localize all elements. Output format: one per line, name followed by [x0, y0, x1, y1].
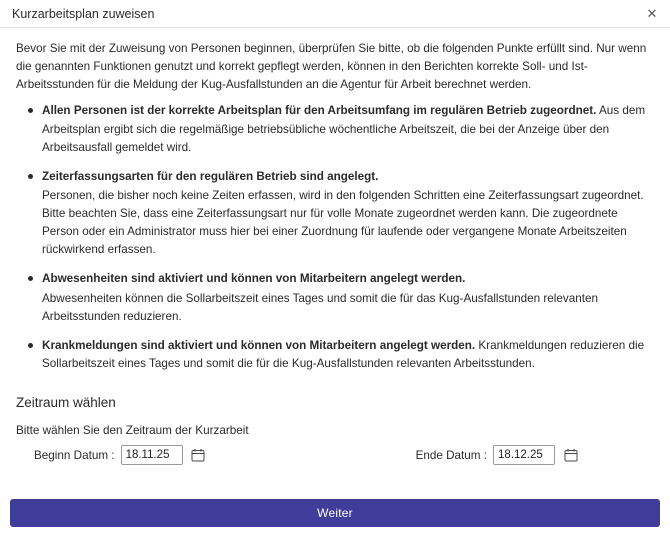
- list-item: [42, 102, 654, 156]
- list-item: [42, 168, 654, 260]
- start-date-input[interactable]: [121, 445, 183, 465]
- list-item-body: Krankmeldungen reduzieren die Sollarbeitszeit eines Tages und somit die für die Kug-Ausfallstunden relevanten Arbeitsstunden.: [42, 338, 645, 370]
- list-item-subtext: Personen, die bisher noch keine Zeiten erfassen, wird in den folgenden Schritten eine Zeiterfassungsart zugeordnet. Bitte beachten Sie, dass eine Zeiterfassungsart nur für volle Monate zugeordnet werden kann. Die zugeordnete Person oder ein Administrator muss hier bei einer Zuordnung für laufende oder vergangene Monate Arbeitszeiten rückwirkend erfassen.: [42, 188, 644, 257]
- list-item-heading: Allen Personen ist der korrekte Arbeitsplan für den Arbeitsumfang im regulären Betrieb zugeordnet.: [42, 104, 597, 118]
- checklist: [16, 102, 654, 373]
- start-date-label: Beginn Datum :: [34, 448, 115, 462]
- list-item-body: Aus dem Arbeitsplan ergibt sich die regelmäßige betriebsübliche wöchentliche Arbeitszeit, die bei der Anzeige über den Arbeitsausfall gemeldet wird.: [42, 104, 646, 154]
- close-icon[interactable]: ✕: [644, 6, 660, 22]
- list-item-subtext: Abwesenheiten können die Sollarbeitszeit eines Tages und somit die für das Kug-Ausfallstunden relevanten Arbeitsstunden reduzieren.: [42, 291, 598, 323]
- dialog-titlebar: [0, 0, 670, 28]
- dialog-footer: [0, 499, 670, 537]
- end-date-input[interactable]: [493, 445, 555, 465]
- end-date-group: [416, 445, 578, 465]
- calendar-icon[interactable]: [191, 448, 206, 463]
- list-item-heading: Krankmeldungen sind aktiviert und können von Mitarbeitern angelegt werden.: [42, 338, 476, 352]
- list-item: [42, 337, 654, 373]
- list-item-heading: Abwesenheiten sind aktiviert und können von Mitarbeitern angelegt werden.: [42, 272, 466, 286]
- next-button[interactable]: Weiter: [10, 499, 660, 527]
- dialog-title: Kurzarbeitsplan zuweisen: [12, 6, 155, 21]
- start-date-group: [34, 445, 206, 465]
- intro-paragraph: Bevor Sie mit der Zuweisung von Personen beginnen, überprüfen Sie bitte, ob die folgenden Punkte erfüllt sind. Nur wenn die genannten Funktionen genutzt und korrekt gepflegt werden, können in den Berichten korrekte Soll- und Ist-Arbeitsstunden für die Meldung der Kug-Ausfallstunden an die Agentur für Arbeit berechnet werden.: [16, 42, 647, 92]
- period-section-hint: Bitte wählen Sie den Zeitraum der Kurzarbeit: [16, 424, 249, 437]
- dialog-content: [0, 28, 670, 499]
- end-date-label: Ende Datum :: [415, 448, 488, 462]
- period-section-title: Zeitraum wählen: [16, 395, 116, 410]
- date-range-row: [16, 445, 654, 465]
- list-item-heading: Zeiterfassungsarten für den regulären Betrieb sind angelegt.: [42, 169, 379, 183]
- list-item: [42, 270, 654, 325]
- calendar-icon[interactable]: [563, 448, 578, 463]
